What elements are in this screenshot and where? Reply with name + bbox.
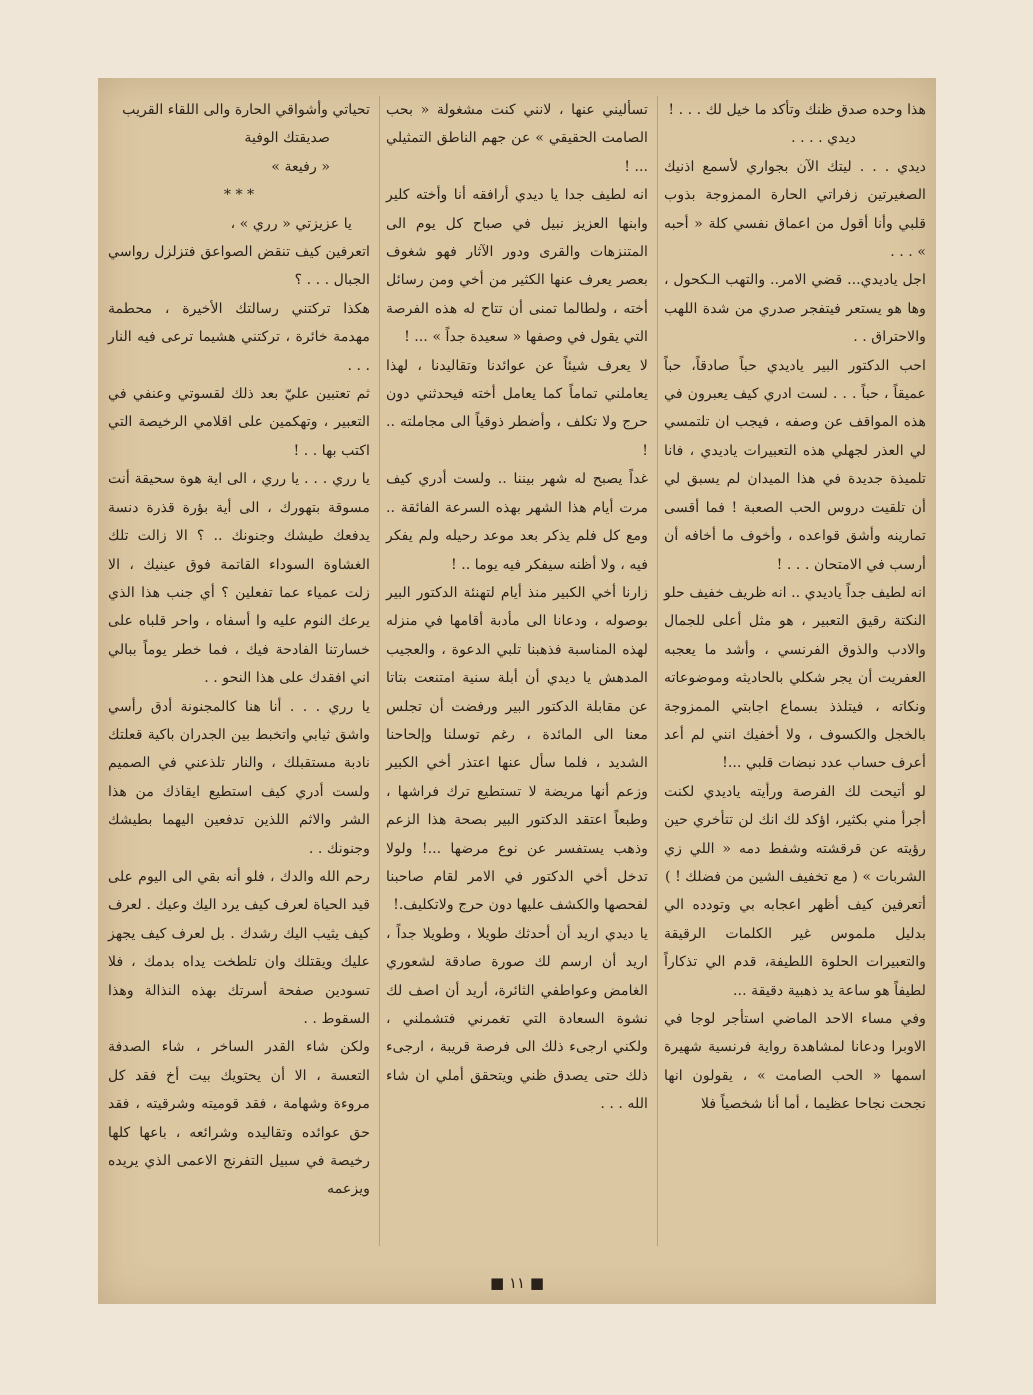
signature-name: « رفيعة » (271, 158, 330, 175)
column-middle (386, 96, 648, 1119)
page-number: ■ ١١ ■ (489, 1274, 545, 1292)
paragraph: لو أتيحت لك الفرصة ورأيته ياديدي لكنت أجرأ مني بكثير، اؤكد لك انك لن تتأخري حين رؤيته عن قرقشته وشفط دمه « اللي زي الشربات » ( مع تخفيف الشين من فضلك ! ) (664, 783, 926, 885)
paragraph: يا رري . . . أنا هنا كالمجنونة أدق رأسي واشق ثيابي واتخبط بين الجدران باكية قعلتك نادبة مستقبلك ، والنار تلذعني في الصميم ولست أدري كيف استطيع ايقاذك من هذا الشر والاثم اللذين تدفعين اليهما بطيشك وجنونك . . (108, 698, 370, 857)
column-left (108, 96, 370, 1204)
paragraph: اجل ياديدي... قضي الامر.. والتهب الـكحول ، وها هو يستعر فيتفجر صدري من شدة اللهب والاحتراق . . (664, 272, 926, 346)
closing-phrase: صديقتك الوفية (244, 130, 330, 147)
paragraph: لا يعرف شيئاً عن عوائدنا وتقاليدنا ، لهذا يعاملني تماماً كما يعامل أخته فيحدثني دون حرج ولا تكلف ، وأضطر ذوقياً الى مجاملته .. ! (386, 357, 648, 459)
signature-row (108, 124, 370, 152)
paragraph: رحم الله والدك ، فلو أنه بقي الى اليوم على قيد الحياة لعرف كيف يرد اليك وعيك . لعرف كيف يثيب اليك رشدك . بل لعرف كيف يجهز عليك ويقتلك وان تلطخت يداه بدمك ، فلا تسودين صفحة أسرتك بهذه النذالة وهذا السقوط . . (108, 868, 370, 1027)
paragraph: يا ديدي اريد أن أحدثك طويلا ، وطويلا جداً ، اريد أن ارسم لك صورة صادقة لشعوري الغامض وعواطفي الثائرة، أريد أن اصف لك نشوة السعادة التي تغمرني فتشملني ، ولكني ارجىء ذلك الى فرصة قريبة ، ارجىء ذلك حتى يصدق ظني ويتحقق أملي ان شاء الله . . . (386, 925, 648, 1113)
paragraph: تسأليني عنها ، لانني كنت مشغولة « بحب الصامت الحقيقي » عن جهم الناطق التمثيلي ... ! (386, 102, 648, 175)
paragraph: اتعرفين كيف تنقض الصواعق فتزلزل رواسي الجبال . . . ؟ (108, 244, 370, 289)
paragraph: هذا وحده صدق ظنك وتأكد ما خيل لك . . . ! (668, 102, 926, 118)
section-separator: * * * (223, 187, 255, 204)
paragraph: ثم تعتبين عليّ بعد ذلك لقسوتي وعنفي في التعبير ، وتهكمين على اقلامي الرخيصة التي اكتب بها . . ! (108, 386, 370, 459)
paragraph: ولكن شاء القدر الساخر ، شاء الصدفة التعسة ، الا أن يحتويك بيت أخ فقد كل مروءة وشهامة ، فقد قوميته وشرقيته ، فقد حق عوائده وتقاليده وشرائعه ، باعها كلها رخيصة في سبيل التفرنج الاعمى الذي يريده ويزعمه (108, 1039, 370, 1198)
paragraph: ديدي . . . ليتك الآن بجواري لأسمع اذنيك الصغيرتين زفراتي الحارة الممزوجة بذوب قلبي وأنا أقول من اعماق نفسي كلة « أحبه » . . . (664, 158, 926, 261)
paragraph: أتعرفين كيف أظهر اعجابه بي وتودده الي بدليل ملموس غير الكلمات الرقيقة والتعبيرات الحلوة اللطيفة، قدم الي تذكاراً لطيفاً هو ساعة يد ذهبية دقيقة ... (664, 897, 926, 999)
paragraph: زارنا أخي الكبير منذ أيام لتهنئة الدكتور البير بوصوله ، ودعانا الى مأدبة أقامها في منزله لهذه المناسبة فذهبنا تلبي الدعوة ، والعجيب المدهش يا ديدي أن أبلة سنية امتنعت بتاتا عن مقابلة الدكتور البير ورفضت أن تجلس معنا الى المائدة ، رغم توسلنا وإلحاحنا الشديد ، فلما سأل عنها اعتذر أخي الكبير وزعم أنها مريضة لا تستطيع ترك فراشها ، وطبعاً اعتقد الدكتور البير بصحة هذا الزعم وذهب يستفسر عن نوع مرضها ...! ولولا تدخل أخي الدكتور في الامر لقام صاحبنا لفحصها والكشف عليها دون حرج ولاتكليف.! (386, 584, 648, 914)
paragraph: انه لطيف جدا يا ديدي أرافقه أنا وأخته كلير وابنها العزيز نبيل في صباح كل يوم الى المتنزهات والقرى ودور الآثار فهو شغوف بعصر يعرف عنها الكثير من أخي ومن رسائل أخته ، ولطالما تمنى أن تتاح له هذه الفرصة التي يقول في وصفها « سعيدة جداً » ... ! (386, 187, 648, 346)
paragraph: انه لطيف جداً ياديدي .. انه ظريف خفيف حلو النكتة رقيق التعبير ، هو مثل أعلى للجمال والادب والذوق الفرنسي ، وأشد ما يعجبه العفريت أن يجر شكلي بالحاديثه وموضوعاته ونكاته ، فيتلذذ بسماع اجابتي الممزوجة بالخجل والكسوف ، ولا أخفيك انني لم أعد أعرف حساب عدد نبضات قلبي ...! (664, 584, 926, 772)
paragraph: يا رري . . . يا رري ، الى اية هوة سحيقة أنت مسوقة بتهورك ، الى أية بؤرة قذرة دنسة يدفعك طيشك وجنونك .. ؟ الا زالت تلك الغشاوة السوداء القاتمة فوق عينيك ، الا زلت عمياء عما تفعلين ؟ أي جنب هذا الذي يرعك النوم عليه وا أسفاه ، واحر قلباه على خسارتنا الفادحة فيك ، فما خطر يوماً ببالي اني افقدك على هذا النحو . . (108, 471, 370, 687)
column-divider (657, 96, 658, 1246)
paragraph: وفي مساء الاحد الماضي استأجر لوجا في الاوبرا ودعانا لمشاهدة رواية فرنسية شهيرة اسمها « الحب الصامت » ، يقولون انها نجحت نجاحا عظيما ، أما أنا شخصياً فلا (664, 1011, 926, 1113)
column-right (664, 96, 926, 1119)
paragraph: هكذا تركتني رسالتك الأخيرة ، محطمة مهدمة خائرة ، تركتني هشيما ترعى فيه النار . . . (108, 300, 370, 374)
magazine-page (98, 78, 936, 1304)
letter-closing: تحياتي وأشواقي الحارة والى اللقاء القريب (122, 102, 370, 118)
column-divider (379, 96, 380, 1246)
paragraph: احب الدكتور البير ياديدي حباً صادقاً، حباً عميقاً ، حباً . . . لست ادري كيف يعبرون في هذه المواقف عن وصفه ، فيجب ان تلتمسي لي العذر لجهلي هذه التعبيرات ياديدي ، فانا تلميذة جديدة في هذا الميدان لم يسبق لي أن تلقيت دروس الحب الصعبة ! فما أقسى تمارينه وأشق قواعده ، وأخوف ما أخافه أن أرسب في الامتحان . . . ! (664, 357, 926, 573)
salutation: يا عزيزتي « رري » ، (230, 215, 352, 232)
paragraph: غداً يصبح له شهر بيننا .. ولست أدري كيف مرت أيام هذا الشهر بهذه السرعة الفائقة .. ومع كل فلم يذكر بعد موعد رحيله ولم يفكر فيه ، ولا أظنه سيفكر فيه يوما .. ! (386, 471, 648, 573)
paragraph: ديدي . . . . (791, 130, 856, 147)
